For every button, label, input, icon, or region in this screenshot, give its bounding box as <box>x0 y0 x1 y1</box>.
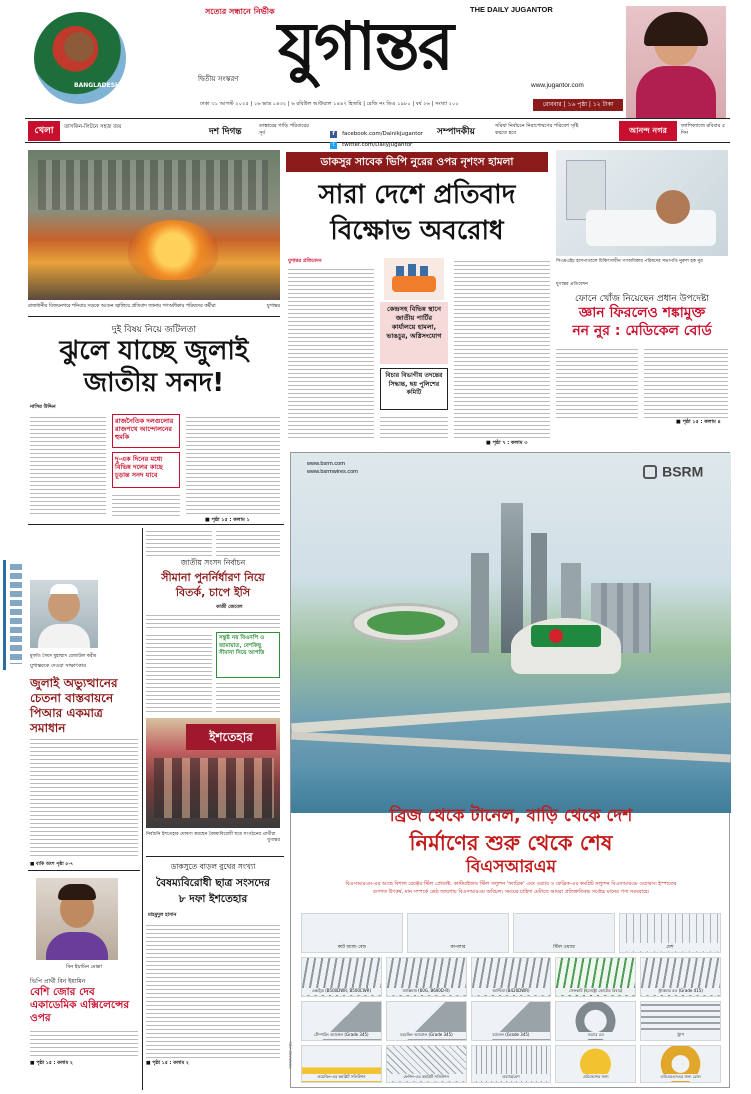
vp-col <box>30 1028 138 1058</box>
election-headline-1: সীমানা পুনর্নির্ধারণ নিয়ে <box>161 571 265 584</box>
nur-headline-2: নন নুর : মেডিকেল বোর্ড <box>572 323 712 339</box>
photo-credit: যুগান্তর <box>266 304 280 309</box>
masthead <box>0 0 751 118</box>
interview-headline: জুলাই অভ্যুত্থানের চেতনা বাস্তবায়নে পিআর একমাত্র সমাধান <box>30 676 118 735</box>
nav-editorial[interactable] <box>437 121 637 141</box>
interview-continue[interactable]: ■ বাকি অংশ পৃষ্ঠা ৫-৭ <box>30 862 74 867</box>
bsrm-brand: BSRM <box>662 463 704 480</box>
july-charter-kicker: দুই বিষয় নিয়ে জটিলতা <box>111 325 197 335</box>
nur-col1 <box>556 346 638 418</box>
protest-photo <box>28 150 280 300</box>
product-safecut[interactable]: সেফকাট (ইলেক্ট্রো কোটেড রিবার) <box>555 957 636 997</box>
hospital-photo-caption: সিএমএইচ হাসপাতালে চিকিৎসাধীন গণঅধিকার পরিষদের সভাপতি নুরুল হক নুর <box>556 259 703 264</box>
manifesto-photo <box>146 718 280 828</box>
product-maxima[interactable]: ম্যাক্সিমাম (60G, B600D-R) <box>386 957 467 997</box>
july-charter-headline-1: ঝুলে যাচ্ছে জুলাই <box>59 336 249 366</box>
product-eminence[interactable]: এমিনেন্সের জন্য <box>555 1045 636 1083</box>
vp-person-caption: বিন ইয়ামিন মোল্লা <box>66 964 102 970</box>
ducsu-headline-1: বৈষম্যবিরোধী ছাত্র সংসদের <box>156 877 270 889</box>
ducsu-headline-2: ৮ দফা ইশতেহার <box>178 893 248 905</box>
election-col3 <box>216 680 280 714</box>
ad-slogan-3: বিএসআরএম <box>465 857 557 877</box>
bsrm-advertisement[interactable] <box>290 452 730 1088</box>
product-cut-bend[interactable]: কাট অ্যান্ড বেন্ড <box>301 913 403 953</box>
product-angle-2[interactable]: ওয়েল্ডিং অ্যাঙ্গেল (Grade 345) <box>386 1001 467 1041</box>
lead-col2 <box>380 414 448 438</box>
lead-headline-2: বিক্ষোভ অবরোধ <box>330 216 504 246</box>
ad-slogan-2: নির্মাণের শুরু থেকে শেষ <box>409 831 613 855</box>
product-ultima[interactable]: আল্টিমা (B420DWR) <box>471 957 552 997</box>
lead-col1 <box>288 266 374 438</box>
lead-continue[interactable]: ■ পৃষ্ঠা ৭ : কলাম ৩ <box>486 440 528 446</box>
pre-election-col1 <box>146 528 212 556</box>
lead-byline: যুগান্তর প্রতিবেদন <box>288 259 322 264</box>
product-welding[interactable]: ওয়েল্ডিং-এর কমপ্লিট সলিউশন <box>301 1045 382 1083</box>
twitter-url: twitter.com/DailyJugantor <box>342 142 413 148</box>
jersey-text: BANGLADESH <box>74 82 121 89</box>
website-label: www.jugantor.com <box>531 82 584 89</box>
election-col2 <box>146 632 212 714</box>
price-badge: রোববার | ১৬ পৃষ্ঠা | ১২ টাকা <box>533 99 623 111</box>
product-roll[interactable]: এমিএমএসএর জন্য রোল <box>640 1045 721 1083</box>
twitter-icon: t <box>330 142 337 149</box>
election-kicker: জাতীয় সংসদ নির্বাচন <box>180 558 246 567</box>
vp-kicker: ভিপি প্রার্থী বিন ইয়ামিন <box>30 978 86 985</box>
vp-person-photo <box>36 878 118 960</box>
product-structure-rod[interactable]: স্ট্রাকচার রড (Grade 415) <box>640 957 721 997</box>
nav-khela-sub: তাসকিন-লিটনে সহজ জয় <box>64 124 122 130</box>
nav-khela[interactable] <box>28 121 158 141</box>
facebook-icon: f <box>330 131 337 138</box>
lead-illustration <box>384 258 444 300</box>
nav-anando-label: আনন্দ নগর <box>619 121 677 141</box>
nav-anando-sub: ফ্যাশিক্যাজে রবিবার ৫ দিন <box>681 123 726 136</box>
election-col1 <box>146 612 280 630</box>
protest-photo-caption: রাজধানীর বিজয়নগরে শনিবার সড়কে আগুন জ্বালিয়ে প্রতিবাদ জানায় গণঅধিকার পরিষদের কর্মীরা যুগান্তর <box>28 304 280 309</box>
july-charter-byline: নাসির উদ্দিন <box>30 404 56 410</box>
product-coupler[interactable]: কাপলার <box>407 913 509 953</box>
product-strap[interactable]: স্ট্রাপ <box>640 1001 721 1041</box>
interview-person-photo <box>30 580 98 648</box>
lead-sidebar-box: কেন্দ্রসহ বিভিন্ন স্থানে জাতীয় পার্টির কার্যালয়ে হামলা, ভাঙচুর, অগ্নিসংযোগ <box>380 302 448 364</box>
bsrm-logo <box>643 461 723 479</box>
election-box: সন্তুষ্ট নয় বিএনপি ও জামায়াত, বেশকিছু সীমানা নিয়ে আপত্তি <box>216 632 280 678</box>
interview-person-caption: মুফতি সৈয়দ মুহাম্মাদ রেজাউল করীম <box>30 654 97 659</box>
ducsu-byline: মাহমুদুল হাসান <box>148 913 177 918</box>
date-meta-line: ঢাকা ৩১ আগস্ট ২০২৫ | ১৬ ভাদ্র ১৪৩২ | ৬ রবিউল আউয়াল ১৪৪৭ হিজরি | রেজি নং ডিএ ১৯৮০ | বর্ষ ২৬ | সংখ্যা ২০০ <box>200 101 459 107</box>
ad-body-text: বিএসআরএম-এর আছে বিশাল রেঞ্জের স্টিল প্রোডাক্ট, কাস্টমাইজড স্টিল সল্যুশন 'ফ্যাব্রিক' এবং ওয়্যার ও ফেব্রিক-এর কমপ্লিট সল্যুশন বিএসআরএম ওয়্যারস। ইস্পাতের গুণগত উৎকর্ষ, মান সম্পর্কে শ্রেষ্ঠ জায়গায় বিএসআরএম অবিচল। সময়ের চাহিদা মেটাতে আমরা প্রতিশ্রুতিবদ্ধ সর্বোচ্চ মানের পণ্য সরবরাহে। <box>345 881 677 895</box>
july-charter-box1: রাজনৈতিক দলগুলোর রাজপথে আন্দোলনের হুমকি <box>112 414 180 448</box>
july-charter-col2 <box>112 492 180 516</box>
ducsu-continue[interactable]: ■ পৃষ্ঠা ১৫ : কলাম ২ <box>146 1061 189 1066</box>
nur-col2 <box>644 346 728 418</box>
manifesto-poster: ইশতেহার <box>186 724 276 750</box>
product-grid <box>301 913 721 1085</box>
product-fencing[interactable]: ফেন্সিং-এর কমপ্লিট সলিউশন <box>386 1045 467 1083</box>
bsrm-logo-mark-icon <box>643 465 657 479</box>
product-xtreme[interactable]: এক্সট্রিম (B500DWR, B500CWR) <box>301 957 382 997</box>
pre-election-col2 <box>216 528 280 556</box>
manifesto-photo-caption: নির্বাচনি ইশতেহার ঘোষণা করছেন বৈষম্যবিরোধী ছাত্র সংগঠনের প্রার্থীরা যুগান্তর <box>146 832 280 844</box>
ducsu-kicker: ডাকসুতে বাড়ল বুথের সংখ্যা <box>170 862 256 871</box>
nur-continue[interactable]: ■ পৃষ্ঠা ১৫ : কলাম ৪ <box>676 419 721 425</box>
product-row-4 <box>301 1045 721 1083</box>
nav-editorial-sub: সরিষা নির্বাচনে নিরাপোষণের পরিবেশ সৃষ্টি করতে হবে <box>495 123 579 136</box>
ad-url-2[interactable]: www.bsrmwires.com <box>307 469 358 475</box>
july-charter-col1 <box>30 414 106 516</box>
hospital-photo <box>556 150 728 256</box>
product-wire-rod[interactable]: ওয়্যার রড <box>555 1001 636 1041</box>
masthead-left-photo <box>34 12 126 104</box>
product-wire-mesh[interactable]: ওয়্যার/মেশ <box>471 1045 552 1083</box>
right-byline: যুগান্তর প্রতিবেদন <box>556 282 588 287</box>
election-headline-2: বিতর্ক, চাপে ইসি <box>175 586 251 599</box>
nav-dosh-sub: ডাস্তারের গাড়ি পরিবারের সূর্য <box>259 123 309 136</box>
lead-headline-1: সারা দেশে প্রতিবাদ <box>318 180 516 210</box>
vp-headline: বেশি জোর দেব একাডেমিক এক্সিলেন্সের ওপর <box>30 986 130 1024</box>
masthead-logo: যুগান্তর <box>277 7 453 85</box>
nav-dosh-label: দশ দিগন্ত <box>209 127 242 137</box>
product-wire[interactable]: স্টিল ওয়্যার <box>513 913 615 953</box>
english-name: THE DAILY JUGANTOR <box>470 5 553 14</box>
masthead-right-photo <box>626 6 726 118</box>
product-mesh[interactable]: মেশ <box>619 913 721 953</box>
lead-col3 <box>454 258 550 438</box>
section-nav <box>25 118 730 148</box>
product-row-3 <box>301 1001 721 1041</box>
july-charter-headline-2: জাতীয় সনদ! <box>83 368 225 398</box>
product-row-2 <box>301 957 721 997</box>
ad-side-note: FORWARD-ADS <box>288 1041 293 1069</box>
facebook-link[interactable] <box>330 120 430 137</box>
interview-byline: যুগান্তরকে দেওয়া সাক্ষাৎকার <box>30 663 86 669</box>
nav-khela-label: খেলা <box>28 121 60 141</box>
july-charter-continue[interactable]: ■ পৃষ্ঠা ১৫ : কলাম ১ <box>205 517 250 523</box>
election-byline: কাজী জেবেল <box>216 605 243 610</box>
tagline: সত্যের সন্ধানে নির্ভীক <box>205 7 275 16</box>
july-charter-col3 <box>186 414 280 516</box>
ad-slogan-1: ব্রিজ থেকে টানেল, বাড়ি থেকে দেশ <box>389 806 633 826</box>
product-channel[interactable]: চ্যানেল (Grade 345) <box>471 1001 552 1041</box>
twitter-link[interactable] <box>330 131 430 148</box>
nur-headline-1: জ্ঞান ফিরলেও শঙ্কামুক্ত <box>578 305 706 321</box>
nav-anando[interactable] <box>619 121 727 141</box>
edition-label: দ্বিতীয় সংস্করণ <box>198 75 239 83</box>
nav-editorial-label: সম্পাদকীয় <box>437 127 475 137</box>
ducsu-col <box>146 922 280 1058</box>
interview-col <box>30 736 138 858</box>
ad-url-1[interactable]: www.bsrm.com <box>307 461 345 467</box>
ad-city-scene <box>291 453 731 813</box>
july-charter-box2: দু-এক দিনের মধ্যে বিভিন্ন দলের কাছে চূড়ান্ত সনদ যাবে <box>112 452 180 488</box>
product-row-1 <box>301 913 721 953</box>
facebook-url: facebook.com/Dainikjugantor <box>342 131 424 137</box>
special-badge <box>3 560 23 670</box>
lead-kicker: ডাকসুর সাবেক ভিপি নুরের ওপর নৃশংস হামলা <box>286 152 548 172</box>
product-angle-1[interactable]: টেম্পারিং অ্যাঙ্গেল (Grade 345) <box>301 1001 382 1041</box>
lead-sidebar-box-2: বিচার বিভাগীয় তদন্তের সিদ্ধান্ত, ছয় পুলিশের কমিটি <box>380 368 448 410</box>
vp-continue[interactable]: ■ পৃষ্ঠা ১৫ : কলাম ২ <box>30 1061 73 1066</box>
nur-kicker: ফোনে খোঁজ নিয়েছেন প্রধান উপদেষ্টা <box>574 294 709 304</box>
